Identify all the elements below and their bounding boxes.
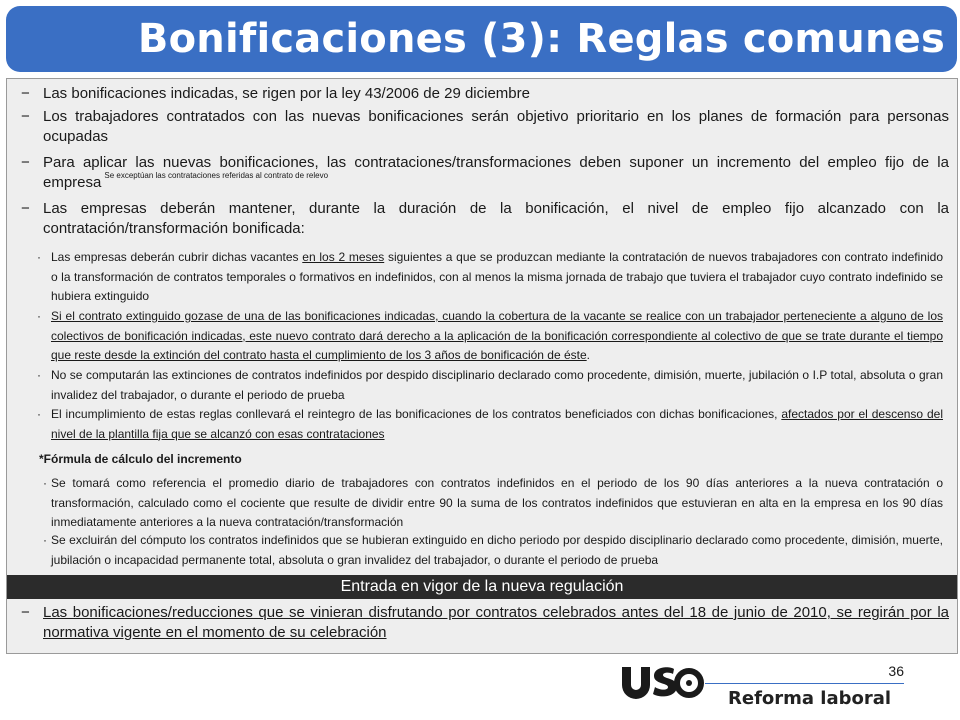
rule-text bbox=[51, 307, 943, 366]
rule-underlined: en los 2 meses bbox=[302, 250, 385, 264]
rule-underlined: Si el contrato extinguido gozase de una de las bonificaciones indicadas, cuando la cobertura de la vacante se realice con un trabajador perteneciente a alguno de los colectivos de bonificación indicadas, este nuevo contrato dará derecho a la aplicación de la bonificación correspondiente al colectivo de que se trate durante el tiempo que reste desde la extinción del contrato hasta el cumplimiento de los 3 años de bonificación de éste bbox=[51, 309, 943, 362]
formula-title: *Fórmula de cálculo del incremento bbox=[39, 452, 242, 466]
rule-bonificacion-vacante bbox=[37, 307, 943, 366]
sub-marker: · bbox=[37, 309, 41, 323]
rule-text-part: . bbox=[586, 348, 591, 362]
sub-marker: · bbox=[37, 250, 41, 264]
bullet-marker: − bbox=[21, 85, 30, 102]
vigor-heading: Entrada en vigor de la nueva regulación bbox=[7, 575, 957, 599]
rule-text: No se computarán las extinciones de contratos indefinidos por despido disciplinario declarado como procedente, dimisión, muerte, jubilación o I.P total, absoluta o gran invalidez del trabajador, o durante el periodo de prueba bbox=[51, 368, 943, 402]
bullet-ley bbox=[21, 84, 949, 104]
sub-marker: · bbox=[37, 368, 41, 382]
rule-text-part: Las empresas deberán cubrir dichas vacantes bbox=[51, 250, 303, 264]
rule-vacantes bbox=[37, 248, 943, 307]
bullet-main-text: Para aplicar las nuevas bonificaciones, las contrataciones/transformaciones deben suponer un incremento del empleo fijo de la empresa bbox=[43, 154, 949, 191]
footnote-relevo: Se exceptúan las contrataciones referidas al contrato de relevo bbox=[104, 171, 329, 180]
sub-marker: · bbox=[43, 533, 47, 547]
footer-label: Reforma laboral bbox=[728, 688, 892, 709]
bullet-text bbox=[43, 153, 949, 195]
formula-text: Se excluirán del cómputo los contratos indefinidos que se hubieran extinguido en dicho periodo por despido disciplinario declarado como procedente, dimisión, muerte, jubilación o incapacidad permanente total, absoluta o gran invalidez del trabajador, o durante el periodo de prueba bbox=[51, 533, 943, 567]
bullet-vigor bbox=[21, 603, 949, 643]
page-title: Bonificaciones (3): Reglas comunes bbox=[137, 16, 945, 62]
rule-no-computaran bbox=[37, 366, 943, 405]
footer-rule bbox=[705, 683, 904, 684]
page-number: 36 bbox=[888, 663, 904, 679]
content-panel bbox=[6, 78, 958, 654]
bullet-text: Las empresas deberán mantener, durante la duración de la bonificación, el nivel de empleo fijo alcanzado con la contratación/transformación bonificada: bbox=[43, 200, 949, 237]
bullet-text: Las bonificaciones/reducciones que se vinieran disfrutando por contratos celebrados antes del 18 de junio de 2010, se regirán por la normativa vigente en el momento de su celebración bbox=[43, 604, 949, 641]
uso-logo bbox=[620, 663, 704, 708]
bullet-incremento bbox=[21, 153, 949, 195]
rule-underlined: afectados por el descenso del nivel de la plantilla fija que se alcanzó con esas contrataciones bbox=[51, 407, 943, 441]
bullet-text: Las bonificaciones indicadas, se rigen por la ley 43/2006 de 29 diciembre bbox=[43, 85, 530, 102]
rule-text-part: siguientes a que se produzcan mediante la contratación de nuevos trabajadores con contrato indefinido o la transformación de contratos temporales o formativos en indefinidos, con al menos la misma jornada de trabajo que tuviera el trabajador cuyo contrato indefinido se hubiera extinguido bbox=[51, 250, 943, 303]
formula-referencia bbox=[43, 474, 943, 533]
sub-marker: · bbox=[43, 476, 47, 490]
rule-text bbox=[51, 248, 943, 307]
bullet-marker: − bbox=[21, 604, 30, 621]
formula-text: Se tomará como referencia el promedio diario de trabajadores con contratos indefinidos en el periodo de los 90 días anteriores a la nueva contratación o transformación, calculado como el cociente que resulte de dividir entre 90 la suma de los contratos indefinidos que estuvieran en alta en la empresa en los 90 días inmediatamente anteriores a la nueva contratación/transformación bbox=[51, 476, 943, 529]
bullet-marker: − bbox=[21, 200, 30, 217]
bullet-text: Los trabajadores contratados con las nuevas bonificaciones serán objetivo prioritario en los planes de formación para personas ocupadas bbox=[43, 108, 949, 145]
bullet-marker: − bbox=[21, 154, 30, 171]
bullet-formacion bbox=[21, 107, 949, 147]
bullet-mantener bbox=[21, 199, 949, 239]
formula-exclusion bbox=[43, 531, 943, 570]
rule-text-part: El incumplimiento de estas reglas conllevará el reintegro de las bonificaciones de los contratos beneficiados con dichas bonificaciones, bbox=[51, 407, 782, 421]
rule-incumplimiento bbox=[37, 405, 943, 444]
sub-marker: · bbox=[37, 407, 41, 421]
bullet-marker: − bbox=[21, 108, 30, 125]
rule-text bbox=[51, 405, 943, 444]
title-banner bbox=[6, 6, 957, 72]
